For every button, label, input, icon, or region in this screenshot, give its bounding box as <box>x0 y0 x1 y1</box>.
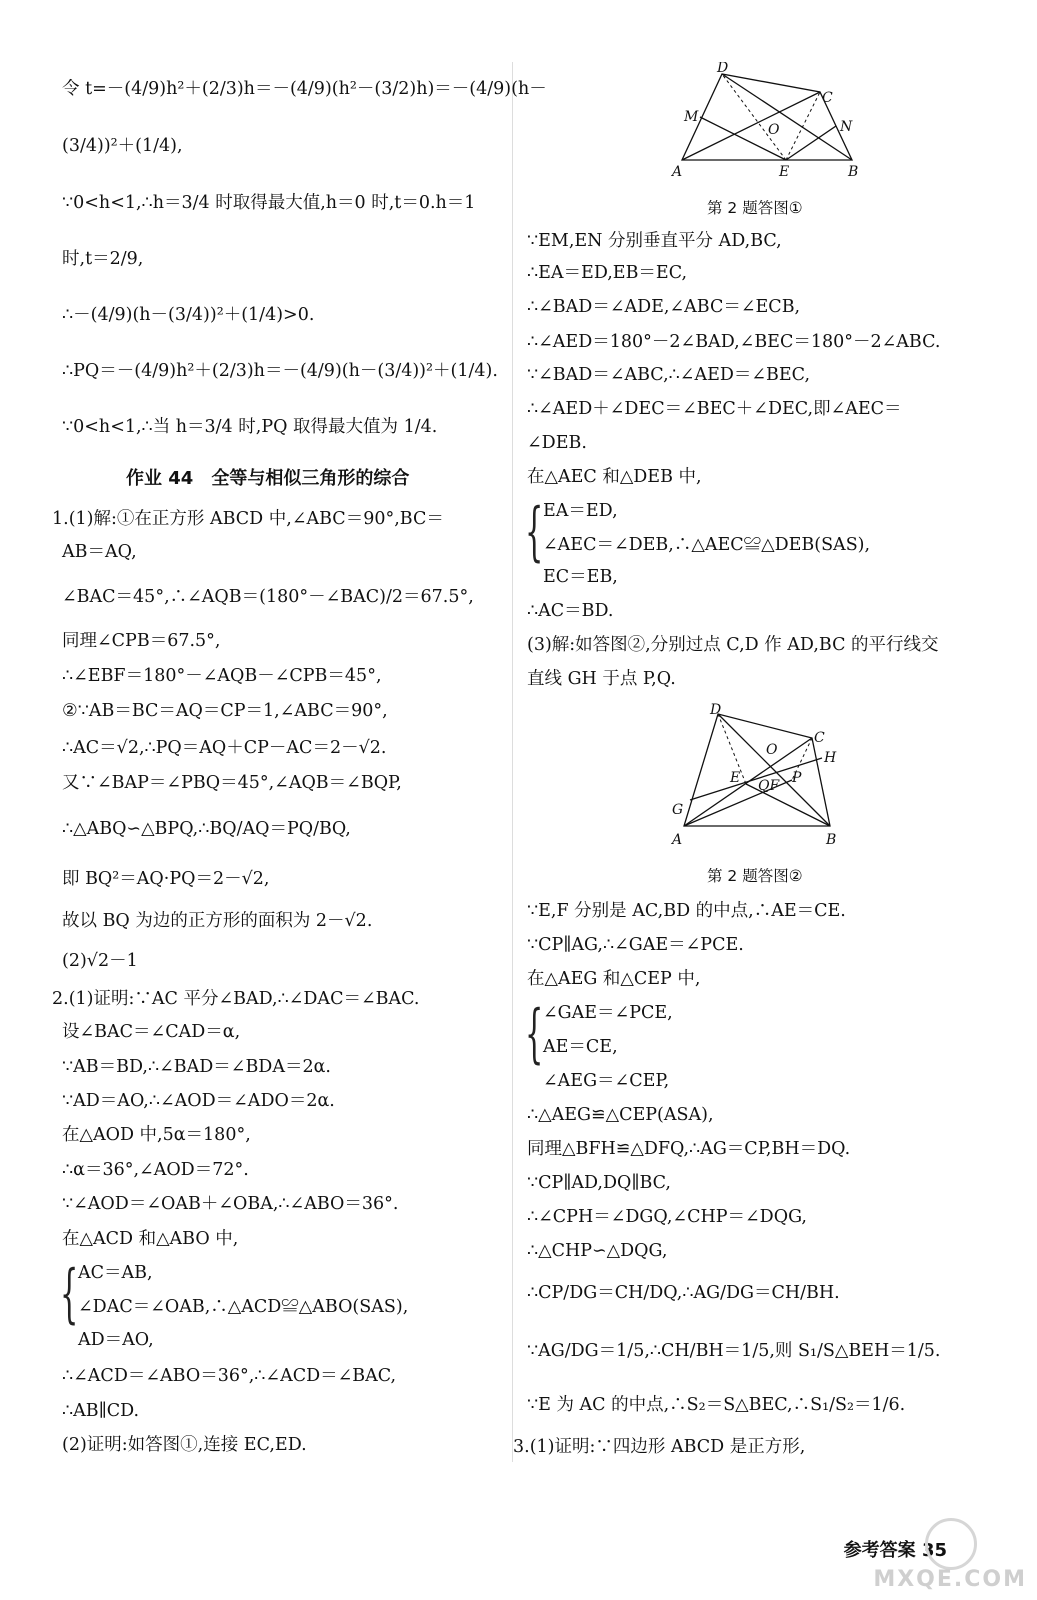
text-line: 设∠BAC＝∠CAD＝α, <box>62 1022 241 1042</box>
text-line: ∴α＝36°,∠AOD＝72°. <box>62 1160 249 1180</box>
text-line: ∴∠AED＋∠DEC＝∠BEC＋∠DEC,即∠AEC＝ <box>527 399 902 419</box>
text-line: ∴△AEG≌△CEP(ASA), <box>527 1105 714 1125</box>
text-line: ∴∠BAD＝∠ADE,∠ABC＝∠ECB, <box>527 297 801 317</box>
text-line: ∴∠CPH＝∠DGQ,∠CHP＝∠DQG, <box>527 1207 807 1227</box>
text-line: ∴－(4/9)(h－(3/4))²＋(1/4)>0. <box>62 305 315 325</box>
segment-bd <box>722 74 852 160</box>
text-line: ∴EA＝ED,EB＝EC, <box>527 263 688 283</box>
segment-ac <box>682 92 820 160</box>
text-line: 在△ACD 和△ABO 中, <box>62 1229 239 1249</box>
text-line: ∵AG/DG＝1/5,∴CH/BH＝1/5,则 S₁/S△BEH＝1/5. <box>527 1341 941 1361</box>
text-line: (2)√2－1 <box>62 951 138 971</box>
point-label: H <box>824 750 837 766</box>
text-line: ∴△ABQ∽△BPQ,∴BQ/AQ＝PQ/BQ, <box>62 819 351 839</box>
text-line: EA＝ED, <box>543 501 618 521</box>
point-label: M <box>684 109 699 125</box>
watermark-logo <box>925 1518 977 1570</box>
point-label: A <box>672 164 683 180</box>
text-line: 故以 BQ 为边的正方形的面积为 2－√2. <box>62 911 373 931</box>
text-line: 令 t=－(4/9)h²＋(2/3)h＝－(4/9)(h²－(3/2)h)＝－(4/9)(h－ <box>62 79 547 99</box>
point-label: O <box>768 122 780 138</box>
point-label: E <box>730 770 741 786</box>
figure-caption: 第 2 题答图② <box>707 867 803 885</box>
text-line: ∠AEC＝∠DEB,∴△AEC≌△DEB(SAS), <box>543 535 871 555</box>
text-line: ∴PQ＝－(4/9)h²＋(2/3)h＝－(4/9)(h－(3/4))²＋(1/4). <box>62 361 498 381</box>
text-line: 在△AEC 和△DEB 中, <box>527 467 702 487</box>
text-line: 时,t＝2/9, <box>62 249 144 269</box>
text-line: EC＝EB, <box>543 567 618 587</box>
text-line: ∠DEB. <box>527 433 587 453</box>
point-label: O <box>766 742 778 758</box>
text-line: ∵EM,EN 分别垂直平分 AD,BC, <box>527 231 782 251</box>
text-line: ∵E,F 分别是 AC,BD 的中点,∴AE＝CE. <box>527 901 846 921</box>
point-label: D <box>710 702 722 718</box>
footer-label: 参考答案 <box>843 1540 916 1561</box>
text-line: ∵0<h<1,∴当 h＝3/4 时,PQ 取得最大值为 1/4. <box>62 417 438 437</box>
point-label: B <box>848 164 859 180</box>
text-line: 直线 GH 于点 P,Q. <box>527 669 676 689</box>
point-label: N <box>840 119 853 135</box>
text-line: ∴AC＝BD. <box>527 601 614 621</box>
text-line: 3.(1)证明:∵四边形 ABCD 是正方形, <box>513 1437 806 1457</box>
text-line: 同理∠CPB＝67.5°, <box>62 631 221 651</box>
text-line: ∴△CHP∽△DQG, <box>527 1241 668 1261</box>
text-line: 即 BQ²＝AQ·PQ＝2－√2, <box>62 869 270 889</box>
point-label: D <box>717 62 729 76</box>
brace: { <box>525 997 544 1071</box>
text-line: (3/4))²＋(1/4), <box>62 136 183 156</box>
point-label: P <box>792 770 802 786</box>
brace: { <box>60 1257 79 1331</box>
text-line: 在△AOD 中,5α＝180°, <box>62 1125 251 1145</box>
text-line: (2)证明:如答图①,连接 EC,ED. <box>62 1435 307 1455</box>
text-line: 1.(1)解:①在正方形 ABCD 中,∠ABC＝90°,BC＝ <box>52 509 444 529</box>
text-line: 在△AEG 和△CEP 中, <box>527 969 701 989</box>
text-line: ∠GAE＝∠PCE, <box>543 1003 673 1023</box>
text-line: AD＝AO, <box>78 1330 154 1350</box>
point-label: G <box>672 802 684 818</box>
figure-caption: 第 2 题答图① <box>707 199 803 217</box>
text-line: AC＝AB, <box>78 1263 153 1283</box>
text-line: 2.(1)证明:∵AC 平分∠BAD,∴∠DAC＝∠BAC. <box>52 989 420 1009</box>
text-line: ∵AD＝AO,∴∠AOD＝∠ADO＝2α. <box>62 1091 335 1111</box>
text-line: ∵AB＝BD,∴∠BAD＝∠BDA＝2α. <box>62 1057 331 1077</box>
figure-2 <box>662 702 862 852</box>
text-line: AE＝CE, <box>543 1037 618 1057</box>
figure-1 <box>662 62 862 182</box>
quadrilateral-abcd <box>684 714 830 826</box>
segment-gh <box>690 758 822 800</box>
segment-ed <box>722 74 786 160</box>
segment-ec <box>786 92 820 160</box>
text-line: ∵0<h<1,∴h＝3/4 时取得最大值,h＝0 时,t＝0.h＝1 <box>62 193 476 213</box>
text-line: ∵E 为 AC 的中点,∴S₂＝S△BEC,∴S₁/S₂＝1/6. <box>527 1395 906 1415</box>
text-line: ∠BAC＝45°,∴∠AQB＝(180°－∠BAC)/2＝67.5°, <box>62 587 474 607</box>
text-line: (3)解:如答图②,分别过点 C,D 作 AD,BC 的平行线交 <box>527 635 939 655</box>
text-line: ∵∠AOD＝∠OAB＋∠OBA,∴∠ABO＝36°. <box>62 1194 399 1214</box>
text-line: ∴∠ACD＝∠ABO＝36°,∴∠ACD＝∠BAC, <box>62 1366 397 1386</box>
text-line: 又∵∠BAP＝∠PBQ＝45°,∠AQB＝∠BQP, <box>62 773 402 793</box>
text-line: AB＝AQ, <box>62 542 137 562</box>
text-line: ∠DAC＝∠OAB,∴△ACD≌△ABO(SAS), <box>78 1297 409 1317</box>
point-label: QF <box>758 778 780 794</box>
column-divider <box>512 62 513 1462</box>
section-title: 作业 44 全等与相似三角形的综合 <box>126 468 410 489</box>
text-line: ∴AB∥CD. <box>62 1401 140 1421</box>
text-line: ∴CP/DG＝CH/DQ,∴AG/DG＝CH/BH. <box>527 1283 840 1303</box>
point-label: A <box>672 832 683 848</box>
watermark: MXQE.COM <box>873 1567 1027 1592</box>
point-label: E <box>779 164 790 180</box>
point-label: C <box>822 90 833 106</box>
text-line: ②∵AB＝BC＝AQ＝CP＝1,∠ABC＝90°, <box>62 701 388 721</box>
text-line: 同理△BFH≌△DFQ,∴AG＝CP,BH＝DQ. <box>527 1139 851 1159</box>
text-line: ∴∠EBF＝180°－∠AQB－∠CPB＝45°, <box>62 666 382 686</box>
segment-en <box>786 126 836 160</box>
text-line: ∠AEG＝∠CEP, <box>543 1071 670 1091</box>
page-number: 35 <box>921 1540 947 1561</box>
text-line: ∴∠AED＝180°－2∠BAD,∠BEC＝180°－2∠ABC. <box>527 332 941 352</box>
brace: { <box>525 495 544 569</box>
point-label: B <box>826 832 837 848</box>
text-line: ∵CP∥AD,DQ∥BC, <box>527 1173 671 1193</box>
text-line: ∵∠BAD＝∠ABC,∴∠AED＝∠BEC, <box>527 365 811 385</box>
text-line: ∴AC＝√2,∴PQ＝AQ＋CP－AC＝2－√2. <box>62 738 387 758</box>
text-line: ∵CP∥AG,∴∠GAE＝∠PCE. <box>527 935 744 955</box>
point-label: C <box>814 730 825 746</box>
